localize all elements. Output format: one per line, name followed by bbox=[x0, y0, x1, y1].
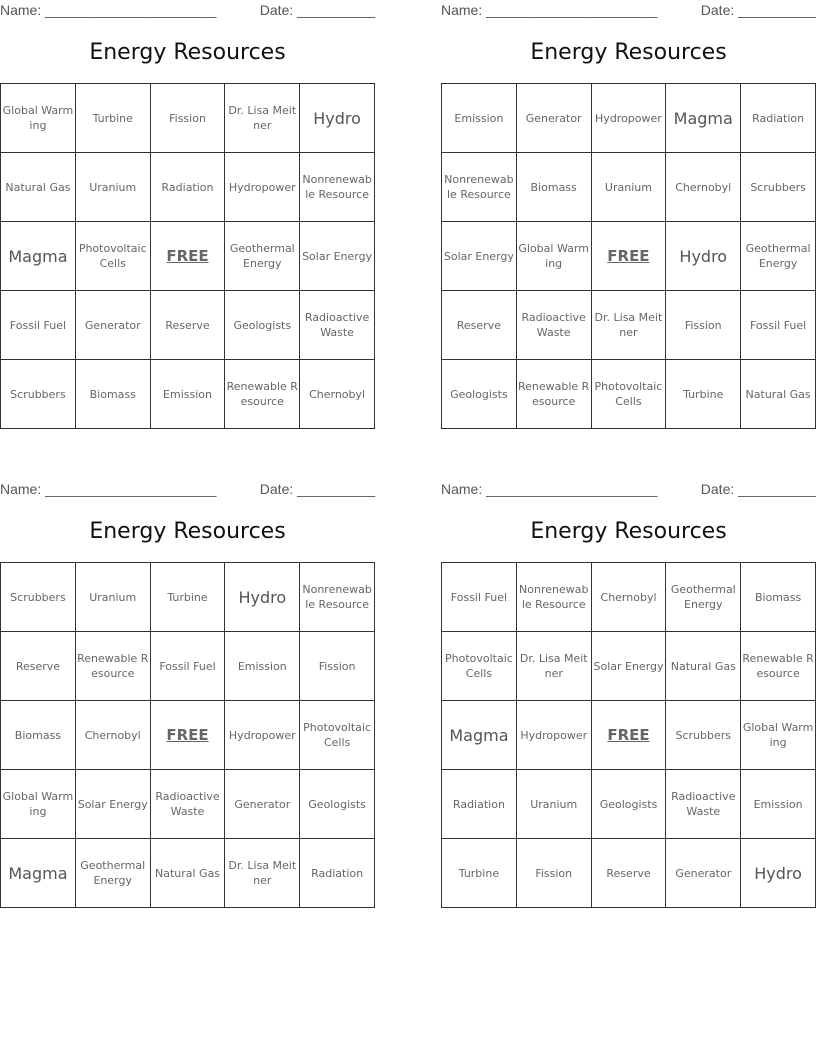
bingo-cell[interactable]: Geothermal Energy bbox=[225, 222, 300, 291]
bingo-row bbox=[1, 839, 375, 908]
bingo-cell[interactable]: Solar Energy bbox=[300, 222, 375, 291]
bingo-cell[interactable]: Emission bbox=[150, 360, 225, 429]
bingo-cell[interactable]: Fission bbox=[150, 84, 225, 153]
bingo-cell[interactable]: Dr. Lisa Meitner bbox=[225, 84, 300, 153]
bingo-cell[interactable]: Radioactive Waste bbox=[666, 770, 741, 839]
name-field[interactable]: Name: ______________________ bbox=[441, 481, 658, 497]
bingo-cell[interactable]: Nonrenewable Resource bbox=[300, 563, 375, 632]
bingo-cell[interactable]: Dr. Lisa Meitner bbox=[591, 291, 666, 360]
bingo-cell[interactable]: Radioactive Waste bbox=[150, 770, 225, 839]
bingo-cell[interactable]: Radiation bbox=[442, 770, 517, 839]
bingo-grid bbox=[0, 562, 375, 908]
bingo-cell[interactable]: Photovoltaic Cells bbox=[591, 360, 666, 429]
bingo-cell[interactable]: Fossil Fuel bbox=[741, 291, 816, 360]
bingo-cell[interactable]: Hydropower bbox=[225, 701, 300, 770]
bingo-cell[interactable]: Geologists bbox=[591, 770, 666, 839]
bingo-row bbox=[1, 701, 375, 770]
bingo-cell[interactable]: Hydro bbox=[225, 563, 300, 632]
bingo-cell[interactable]: Renewable Resource bbox=[225, 360, 300, 429]
bingo-cell[interactable]: Biomass bbox=[75, 360, 150, 429]
bingo-cell[interactable]: Reserve bbox=[150, 291, 225, 360]
bingo-cell[interactable]: Generator bbox=[75, 291, 150, 360]
bingo-cell[interactable]: Biomass bbox=[1, 701, 76, 770]
bingo-row bbox=[442, 770, 816, 839]
bingo-cell[interactable]: Chernobyl bbox=[75, 701, 150, 770]
bingo-row bbox=[1, 360, 375, 429]
bingo-cell[interactable]: Fossil Fuel bbox=[1, 291, 76, 360]
bingo-cell[interactable]: Geologists bbox=[442, 360, 517, 429]
bingo-cell[interactable]: Turbine bbox=[75, 84, 150, 153]
card-header bbox=[0, 479, 375, 501]
bingo-cell[interactable]: Magma bbox=[1, 839, 76, 908]
bingo-cell[interactable]: Uranium bbox=[591, 153, 666, 222]
bingo-row bbox=[442, 632, 816, 701]
bingo-row bbox=[1, 222, 375, 291]
bingo-cell[interactable]: Scrubbers bbox=[741, 153, 816, 222]
date-field[interactable]: Date: __________ bbox=[259, 481, 375, 497]
bingo-cell[interactable]: Nonrenewable Resource bbox=[300, 153, 375, 222]
bingo-cell[interactable]: Turbine bbox=[150, 563, 225, 632]
bingo-grid bbox=[441, 562, 816, 908]
card-header bbox=[441, 479, 816, 501]
bingo-cell[interactable]: Hydropower bbox=[225, 153, 300, 222]
bingo-cell[interactable]: Chernobyl bbox=[300, 360, 375, 429]
bingo-cell[interactable]: Geothermal Energy bbox=[75, 839, 150, 908]
bingo-cell[interactable]: Reserve bbox=[442, 291, 517, 360]
bingo-cell[interactable]: Geologists bbox=[225, 291, 300, 360]
bingo-row bbox=[442, 291, 816, 360]
bingo-cell[interactable]: Global Warming bbox=[1, 84, 76, 153]
bingo-cell[interactable]: Biomass bbox=[741, 563, 816, 632]
bingo-cell[interactable]: Dr. Lisa Meitner bbox=[225, 839, 300, 908]
bingo-cell[interactable]: Hydropower bbox=[591, 84, 666, 153]
bingo-cell[interactable]: Fission bbox=[516, 839, 591, 908]
card-title: Energy Resources bbox=[530, 40, 727, 65]
bingo-cell[interactable]: Scrubbers bbox=[666, 701, 741, 770]
bingo-cell[interactable]: Radiation bbox=[741, 84, 816, 153]
card-title: Energy Resources bbox=[89, 519, 286, 544]
bingo-cell[interactable]: Uranium bbox=[75, 563, 150, 632]
bingo-row bbox=[442, 701, 816, 770]
bingo-cell[interactable]: Radioactive Waste bbox=[516, 291, 591, 360]
date-field[interactable]: Date: __________ bbox=[700, 481, 816, 497]
bingo-cell[interactable]: Dr. Lisa Meitner bbox=[516, 632, 591, 701]
bingo-cell[interactable]: Natural Gas bbox=[666, 632, 741, 701]
bingo-cell[interactable]: Geologists bbox=[300, 770, 375, 839]
bingo-cell[interactable]: Emission bbox=[741, 770, 816, 839]
bingo-cell[interactable]: Fossil Fuel bbox=[150, 632, 225, 701]
bingo-cell[interactable]: Turbine bbox=[666, 360, 741, 429]
name-field[interactable]: Name: ______________________ bbox=[441, 2, 658, 18]
bingo-cell[interactable]: Hydro bbox=[666, 222, 741, 291]
bingo-row bbox=[442, 84, 816, 153]
bingo-row bbox=[442, 153, 816, 222]
card-header bbox=[441, 0, 816, 22]
bingo-cell[interactable]: Magma bbox=[1, 222, 76, 291]
bingo-grid bbox=[441, 83, 816, 429]
bingo-cell[interactable]: Fission bbox=[300, 632, 375, 701]
free-space[interactable]: FREE bbox=[591, 222, 666, 291]
bingo-cell[interactable]: Biomass bbox=[516, 153, 591, 222]
bingo-cell[interactable]: Generator bbox=[516, 84, 591, 153]
bingo-cell[interactable]: Radiation bbox=[150, 153, 225, 222]
bingo-cell[interactable]: Global Warming bbox=[1, 770, 76, 839]
bingo-cell[interactable]: Chernobyl bbox=[591, 563, 666, 632]
bingo-cell[interactable]: Photovoltaic Cells bbox=[300, 701, 375, 770]
bingo-cell[interactable]: Emission bbox=[225, 632, 300, 701]
free-space[interactable]: FREE bbox=[150, 222, 225, 291]
bingo-cell[interactable]: Chernobyl bbox=[666, 153, 741, 222]
bingo-cell[interactable]: Photovoltaic Cells bbox=[75, 222, 150, 291]
bingo-cell[interactable]: Natural Gas bbox=[741, 360, 816, 429]
bingo-cell[interactable]: Emission bbox=[442, 84, 517, 153]
bingo-cell[interactable]: Turbine bbox=[442, 839, 517, 908]
bingo-row bbox=[1, 84, 375, 153]
bingo-cell[interactable]: Solar Energy bbox=[442, 222, 517, 291]
bingo-cell[interactable]: Solar Energy bbox=[591, 632, 666, 701]
name-field[interactable]: Name: ______________________ bbox=[0, 2, 217, 18]
bingo-cell[interactable]: Uranium bbox=[75, 153, 150, 222]
bingo-cell[interactable]: Magma bbox=[442, 701, 517, 770]
bingo-row bbox=[1, 632, 375, 701]
bingo-cell[interactable]: Solar Energy bbox=[75, 770, 150, 839]
bingo-row bbox=[442, 563, 816, 632]
bingo-cell[interactable]: Photovoltaic Cells bbox=[442, 632, 517, 701]
bingo-cell[interactable]: Fission bbox=[666, 291, 741, 360]
bingo-cell[interactable]: Generator bbox=[225, 770, 300, 839]
bingo-cell[interactable]: Geothermal Energy bbox=[666, 563, 741, 632]
bingo-grid bbox=[0, 83, 375, 429]
bingo-cell[interactable]: Scrubbers bbox=[1, 360, 76, 429]
bingo-cell[interactable]: Geothermal Energy bbox=[741, 222, 816, 291]
bingo-row bbox=[1, 770, 375, 839]
date-field[interactable]: Date: __________ bbox=[700, 2, 816, 18]
bingo-row bbox=[442, 222, 816, 291]
bingo-row bbox=[442, 839, 816, 908]
bingo-cell[interactable]: Hydro bbox=[741, 839, 816, 908]
bingo-cell[interactable]: Radiation bbox=[300, 839, 375, 908]
bingo-cell[interactable]: Global Warming bbox=[516, 222, 591, 291]
bingo-cell[interactable]: Renewable Resource bbox=[516, 360, 591, 429]
card-title: Energy Resources bbox=[530, 519, 727, 544]
bingo-cell[interactable]: Natural Gas bbox=[1, 153, 76, 222]
bingo-cell[interactable]: Reserve bbox=[591, 839, 666, 908]
bingo-cell[interactable]: Global Warming bbox=[741, 701, 816, 770]
bingo-row bbox=[1, 153, 375, 222]
bingo-row bbox=[1, 563, 375, 632]
bingo-cell[interactable]: Radioactive Waste bbox=[300, 291, 375, 360]
date-field[interactable]: Date: __________ bbox=[259, 2, 375, 18]
name-field[interactable]: Name: ______________________ bbox=[0, 481, 217, 497]
bingo-cell[interactable]: Reserve bbox=[1, 632, 76, 701]
bingo-cell[interactable]: Uranium bbox=[516, 770, 591, 839]
card-header bbox=[0, 0, 375, 22]
bingo-cell[interactable]: Renewable Resource bbox=[741, 632, 816, 701]
bingo-cell[interactable]: Hydropower bbox=[516, 701, 591, 770]
bingo-cell[interactable]: Hydro bbox=[300, 84, 375, 153]
card-title: Energy Resources bbox=[89, 40, 286, 65]
bingo-row bbox=[442, 360, 816, 429]
bingo-cell[interactable]: Renewable Resource bbox=[75, 632, 150, 701]
bingo-cell[interactable]: Nonrenewable Resource bbox=[516, 563, 591, 632]
bingo-cell[interactable]: Nonrenewable Resource bbox=[442, 153, 517, 222]
bingo-cell[interactable]: Natural Gas bbox=[150, 839, 225, 908]
free-space[interactable]: FREE bbox=[150, 701, 225, 770]
bingo-row bbox=[1, 291, 375, 360]
bingo-cell[interactable]: Scrubbers bbox=[1, 563, 76, 632]
free-space[interactable]: FREE bbox=[591, 701, 666, 770]
bingo-cell[interactable]: Magma bbox=[666, 84, 741, 153]
bingo-cell[interactable]: Fossil Fuel bbox=[442, 563, 517, 632]
bingo-cell[interactable]: Generator bbox=[666, 839, 741, 908]
